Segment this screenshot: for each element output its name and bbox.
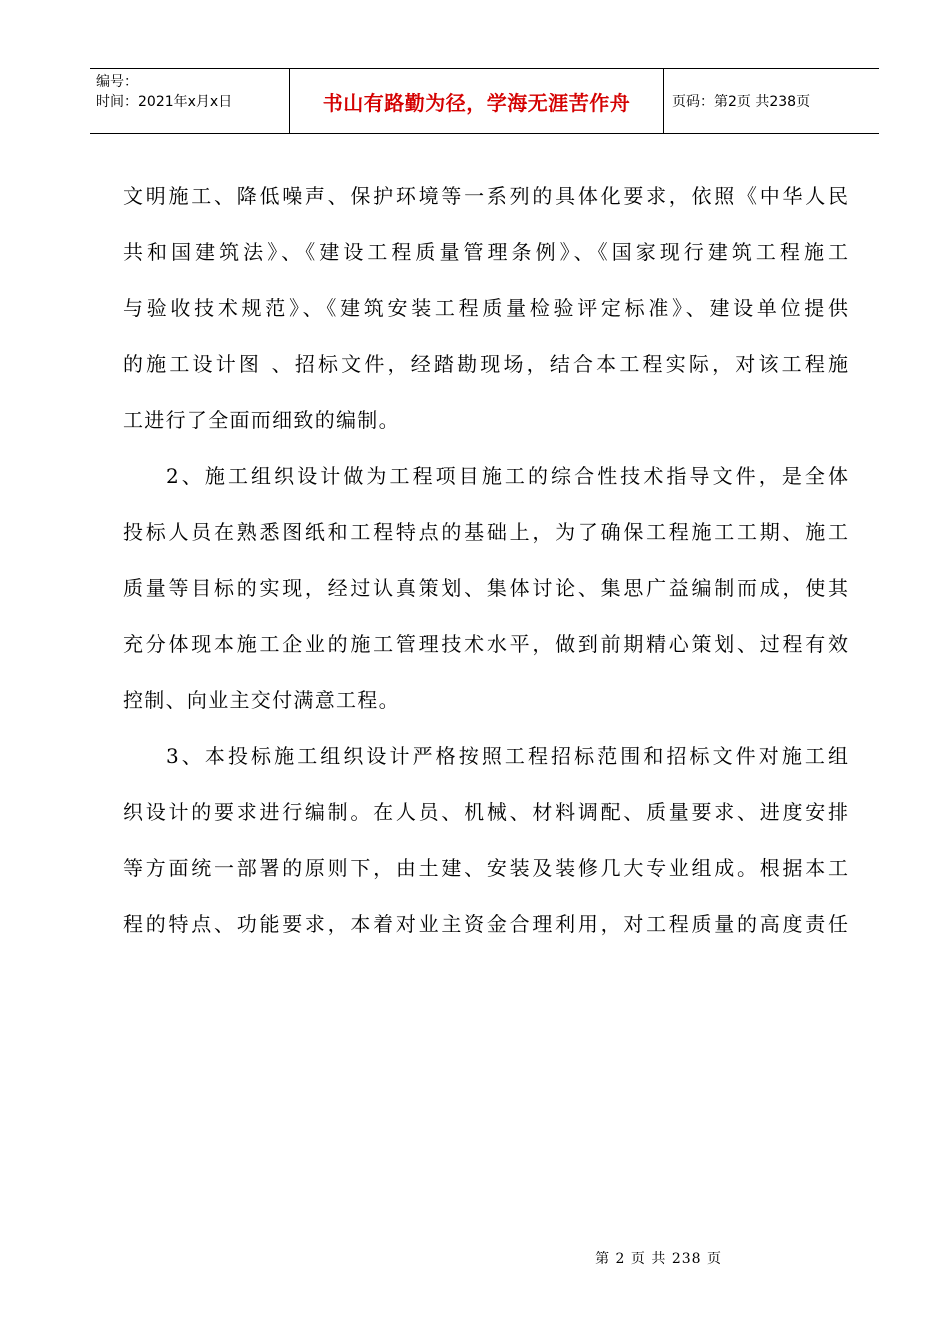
- body-line: 织设计的要求进行编制。在人员、机械、材料调配、质量要求、进度安排: [123, 800, 848, 824]
- header-page-info: [664, 69, 879, 133]
- page-footer: [0, 1248, 950, 1268]
- footer-page-number: 第 2 页 共 238 页: [595, 1251, 722, 1267]
- page-info-text: 页码：第2页 共238页: [672, 94, 811, 110]
- page-header: [90, 68, 879, 134]
- body-line: 3、本投标施工组织设计严格按照工程招标范围和招标文件对施工组: [166, 744, 848, 768]
- header-meta: [90, 69, 290, 133]
- body-line: 的施工设计图 、招标文件，经踏勘现场，结合本工程实际，对该工程施: [123, 352, 848, 376]
- body-line: 2、施工组织设计做为工程项目施工的综合性技术指导文件，是全体: [166, 464, 848, 488]
- serial-number-label: 编号：: [96, 74, 138, 90]
- body-line: 文明施工、降低噪声、保护环境等一系列的具体化要求，依照《中华人民: [123, 184, 848, 208]
- body-line: 工进行了全面而细致的编制。: [123, 408, 400, 432]
- body-line: 质量等目标的实现，经过认真策划、集体讨论、集思广益编制而成，使其: [123, 576, 848, 600]
- header-motto-cell: [290, 69, 664, 133]
- body-line: 共和国建筑法》、《建设工程质量管理条例》、《国家现行建筑工程施工: [123, 240, 848, 264]
- body-line: 充分体现本施工企业的施工管理技术水平，做到前期精心策划、过程有效: [123, 632, 848, 656]
- motto-text: 书山有路勤为径，学海无涯苦作舟: [322, 90, 631, 115]
- body-line: 与验收技术规范》、《建筑安装工程质量检验评定标准》、建设单位提供: [123, 296, 848, 320]
- time-label: 时间：2021年x月x日: [96, 94, 233, 110]
- body-line: 等方面统一部署的原则下，由土建、安装及装修几大专业组成。根据本工: [123, 856, 848, 880]
- body-line: 投标人员在熟悉图纸和工程特点的基础上，为了确保工程施工工期、施工: [123, 520, 848, 544]
- document-body: [123, 168, 848, 952]
- body-line: 程的特点、功能要求，本着对业主资金合理利用，对工程质量的高度责任: [123, 912, 848, 936]
- body-line: 控制、向业主交付满意工程。: [123, 688, 400, 712]
